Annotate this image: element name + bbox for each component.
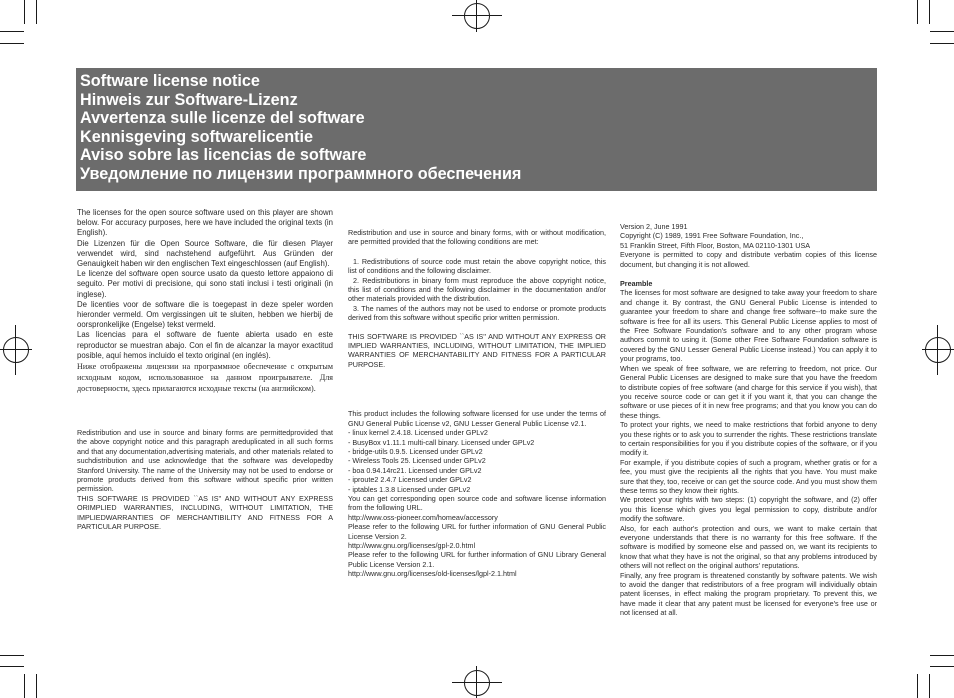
crop-mark xyxy=(0,43,24,44)
crop-mark xyxy=(0,31,24,32)
source-code-text: You can get corresponding open source code and software license information from the following URL. xyxy=(348,493,606,513)
gpl-text: Please refer to the following URL for further information of GNU General Public License Version 2. xyxy=(348,522,606,541)
gpl-version: Version 2, June 1991 xyxy=(620,222,688,231)
preamble-paragraph: Finally, any free program is threatened constantly by software patents. We wish to avoid the danger that redistributors of a free program will individually obtain patent licenses, in effect making the program proprietary. To prevent this, we have made it clear that any patent must be licensed for everyone's free use or not licensed at all. xyxy=(620,570,877,618)
registration-line xyxy=(15,325,16,375)
title-spanish: Aviso sobre las licencias de software xyxy=(80,146,367,164)
column-1 xyxy=(77,208,333,532)
bsd-intro: Redistribution and use in source and binary forms, with or without modification, are permitted provided that the following conditions are met: xyxy=(348,228,606,247)
bsd-condition-1: 1. Redistributions of source code must retain the above copyright notice, this list of conditions and the following disclaimer. xyxy=(348,256,606,276)
lgpl-url: http://www.gnu.org/licenses/old-licenses/lgpl-2.1.html xyxy=(348,569,517,579)
stanford-disclaimer: THIS SOFTWARE IS PROVIDED ``AS IS'' AND WITHOUT ANY EXPRESS ORIMPLIED WARRANTIES, INCLUDING, WITHOUT LIMITATION, THE IMPLIEDWARRANTIES OF MERCHANTIBILITY AND FITNESS FOR A PARTICULAR PURPOSE. xyxy=(77,493,333,532)
column-2 xyxy=(348,228,606,579)
registration-line xyxy=(476,666,477,698)
crop-mark xyxy=(36,674,37,698)
registration-line xyxy=(0,349,32,350)
preamble-heading: Preamble xyxy=(620,279,653,289)
registration-line xyxy=(922,349,954,350)
fsf-address: 51 Franklin Street, Fifth Floor, Boston, MA 02110-1301 USA xyxy=(620,240,811,250)
column-3 xyxy=(620,222,877,618)
intro-spanish: Las licencias para el software de fuente abierta usado en este reproductor se muestran abajo. Con el fin de alcanzar la mayor exactitud posible, aquí hemos incluido el texto original (en inglés). xyxy=(77,330,333,360)
source-url: http://www.oss-pioneer.com/homeav/accessory xyxy=(348,512,498,522)
software-list-item: - BusyBox v1.11.1 multi-call binary. Licensed under GPLv2 xyxy=(348,437,535,447)
registration-line xyxy=(937,325,938,375)
crop-mark xyxy=(929,674,930,698)
gpl-permission: Everyone is permitted to copy and distribute verbatim copies of this license document, but changing it is not allowed. xyxy=(620,250,877,269)
crop-mark xyxy=(930,655,954,656)
lgpl-text: Please refer to the following URL for further information of GNU Library General Public License Version 2.1. xyxy=(348,550,606,569)
gpl-copyright: Copyright (C) 1989, 1991 Free Software Foundation, Inc., xyxy=(620,231,804,241)
bsd-condition-3: 3. The names of the authors may not be used to endorse or promote products derived from this software without specific prior written permission. xyxy=(348,303,606,323)
preamble-paragraph: For example, if you distribute copies of such a program, whether gratis or for a fee, you must give the recipients all the rights that you have. You must make sure that they, too, receive or can get the source code. And you must show them these terms so they know their rights. xyxy=(620,457,877,495)
bsd-disclaimer: THIS SOFTWARE IS PROVIDED ``AS IS'' AND WITHOUT ANY EXPRESS OR IMPLIED WARRANTIES, INCLUDING, WITHOUT LIMITATION, THE IMPLIED WARRANTIES OF MERCHANTABILITY AND FITNESS FOR A PARTICULAR PURPOSE. xyxy=(348,331,606,369)
crop-mark xyxy=(24,674,25,698)
intro-german: Die Lizenzen für die Open Source Software, die für diesen Player verwendet wird, sind nachstehend aufgeführt. Aus Gründen der Genauigkeit haben wir den englischen Text eingeschlossen (auf English). xyxy=(77,238,333,269)
intro-dutch: De licenties voor de software die is toegepast in deze speler worden hieronder vermeld. Om vergissingen uit te sluiten, hebben we hierbij de oorspronkelijke (Engelse) tekst vermeld. xyxy=(77,299,333,330)
crop-mark xyxy=(930,43,954,44)
registration-line xyxy=(452,15,502,16)
crop-mark xyxy=(917,674,918,698)
crop-mark xyxy=(24,0,25,24)
preamble-paragraph: Also, for each author's protection and ours, we want to make certain that everyone understands that there is no warranty for this free software. If the software is modified by someone else and passed on, we want its recipients to know that what they have is not the original, so that any problems introduced by others will not reflect on the original authors' reputations. xyxy=(620,523,877,571)
software-list-item: - boa 0.94.14rc21. Licensed under GPLv2 xyxy=(348,465,482,475)
software-list-item: - linux kernel 2.4.18. Licensed under GPLv2 xyxy=(348,428,488,438)
intro-italian: Le licenze del software open source usato da questo lettore appaiono di seguito. Per motivi di precisione, qui sono stati inclusi i testi originali (in inglese). xyxy=(77,269,333,299)
crop-mark xyxy=(0,666,24,667)
software-list-item: - bridge-utils 0.9.5. Licensed under GPLv2 xyxy=(348,446,483,456)
title-dutch: Kennisgeving softwarelicentie xyxy=(80,127,313,146)
title-german: Hinweis zur Software-Lizenz xyxy=(80,90,298,109)
title-banner xyxy=(76,68,877,191)
title-russian: Уведомление по лицензии программного обеспечения xyxy=(80,164,522,183)
registration-mark-right xyxy=(925,337,951,363)
registration-line xyxy=(476,0,477,32)
registration-mark-top xyxy=(464,3,490,29)
crop-mark xyxy=(929,0,930,24)
software-list-item: - Wireless Tools 25. Licensed under GPLv2 xyxy=(348,456,486,466)
gpl-url: http://www.gnu.org/licenses/gpl-2.0.html xyxy=(348,540,476,550)
preamble-paragraph: The licenses for most software are designed to take away your freedom to share and change it. By contrast, the GNU General Public License is intended to guarantee your freedom to share and change free software--to make sure the software is free for all its users. This General Public License applies to most of the Free Software Foundation's software and to any other program whose authors commit to using it. (Some other Free Software Foundation software is covered by the GNU Lesser General Public License instead.) You can apply it to your programs, too. xyxy=(620,288,877,364)
title-italian: Avvertenza sulle licenze del software xyxy=(80,109,365,127)
software-list-item: - iptables 1.3.8 Licensed under GPLv2 xyxy=(348,484,471,494)
bsd-condition-2: 2. Redistributions in binary form must reproduce the above copyright notice, this list of conditions and the following disclaimer in the documentation and/or other materials provided with the distribution. xyxy=(348,275,606,304)
crop-mark xyxy=(917,0,918,24)
preamble-paragraph: We protect your rights with two steps: (1) copyright the software, and (2) offer you this license which gives you legal permission to copy, distribute and/or modify the software. xyxy=(620,495,877,524)
preamble-paragraph: To protect your rights, we need to make restrictions that forbid anyone to deny you these rights or to ask you to surrender the rights. These restrictions translate to certain responsibilities for you if you distribute copies of the software, or if you modify it. xyxy=(620,420,877,458)
crop-mark xyxy=(930,666,954,667)
software-list-item: - iproute2 2.4.7 Licensed under GPLv2 xyxy=(348,475,472,485)
intro-english: The licenses for the open source software used on this player are shown below. For accuracy purposes, here we have included the original texts (in English). xyxy=(77,208,333,238)
crop-mark xyxy=(0,655,24,656)
stanford-license: Redistribution and use in source and binary forms are permittedprovided that the above copyright notice and this paragraph areduplicated in all such forms and that any documentation,advertising materials, and other materials related to suchdistribution and use acknowledge that the software was developedby Stanford University. The name of the University may not be used to endorse or promote products derived from this software without specific prior written permission. xyxy=(77,428,333,494)
registration-mark-left xyxy=(3,337,29,363)
registration-mark-bottom xyxy=(464,670,490,696)
preamble-paragraph: When we speak of free software, we are referring to freedom, not price. Our General Public Licenses are designed to make sure that you have the freedom to distribute copies of free software (and charge for this service if you wish), that you receive source code or can get it if you want it, that you can change the software or use pieces of it in new free programs; and that you know you can do these things. xyxy=(620,363,877,420)
title-english: Software license notice xyxy=(80,72,260,90)
intro-russian: Ниже отображены лицензии на программное обеспечение с открытым исходным кодом, использованное на данном проигрывателе. Для достоверности, здесь прилагаются исходные тексты (на английском). xyxy=(77,362,333,394)
crop-mark xyxy=(930,31,954,32)
product-intro: This product includes the following software licensed for use under the terms of GNU General Public License v2, GNU Lesser General Public License v2.1. xyxy=(348,409,606,428)
crop-mark xyxy=(36,0,37,24)
registration-line xyxy=(452,682,502,683)
